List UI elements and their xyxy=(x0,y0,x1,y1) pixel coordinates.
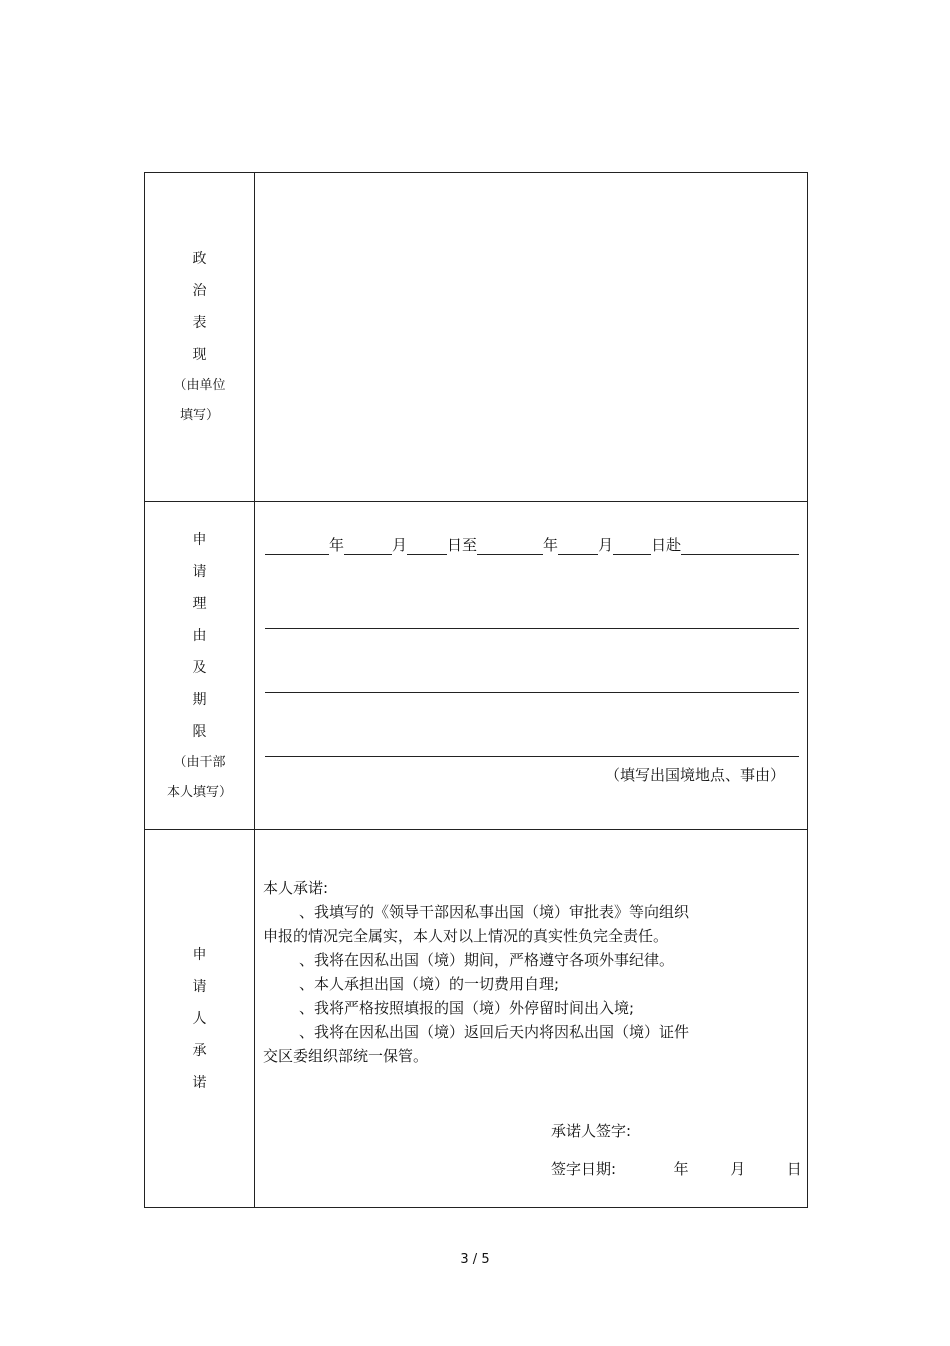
fill-hint: （填写出国境地点、事由） xyxy=(604,766,785,784)
date-unit: 日赴 xyxy=(651,536,682,554)
pledge-line: 交区委组织部统一保管。 xyxy=(263,1047,429,1065)
label-char: 政 xyxy=(192,251,207,267)
date-unit: 月 xyxy=(392,536,408,554)
label-applicant-pledge xyxy=(145,830,255,1207)
label-char: 承 xyxy=(192,1042,207,1059)
row-application-reason xyxy=(145,502,807,830)
reason-line[interactable] xyxy=(265,692,799,693)
label-char: 申 xyxy=(192,946,207,963)
date-unit: 日至 xyxy=(447,536,478,554)
label-char: 表 xyxy=(192,315,207,331)
reason-line[interactable] xyxy=(265,756,799,757)
signature-date xyxy=(551,1158,802,1179)
label-char: 期 xyxy=(192,691,207,708)
approval-form-table xyxy=(144,172,808,1208)
label-char: 现 xyxy=(192,347,207,363)
signature-label: 承诺人签字: xyxy=(551,1122,632,1140)
start-year-blank[interactable] xyxy=(265,536,329,555)
label-char: 由 xyxy=(192,627,207,644)
pledge-line: 、本人承担出国（境）的一切费用自理; xyxy=(299,975,560,993)
start-month-blank[interactable] xyxy=(344,536,392,555)
date-unit: 月 xyxy=(730,1160,746,1178)
date-unit: 年 xyxy=(673,1160,689,1178)
label-note: 本人填写） xyxy=(166,784,232,800)
date-unit: 日 xyxy=(786,1160,802,1178)
label-political-performance xyxy=(145,173,255,501)
pledge-content xyxy=(255,830,807,1207)
label-char: 治 xyxy=(192,283,207,299)
page-number: 3 / 5 xyxy=(460,1252,490,1267)
pledge-title: 本人承诺: xyxy=(263,879,329,897)
row-political-performance xyxy=(145,173,807,502)
date-unit: 年 xyxy=(329,536,345,554)
label-note: （由干部 xyxy=(173,754,226,770)
date-unit: 月 xyxy=(598,536,614,554)
end-year-blank[interactable] xyxy=(477,536,543,555)
label-char: 人 xyxy=(192,1010,207,1027)
start-day-blank[interactable] xyxy=(407,536,447,555)
label-char: 及 xyxy=(192,659,207,676)
application-reason-field xyxy=(255,502,807,829)
reason-line[interactable] xyxy=(265,628,799,629)
pledge-text xyxy=(263,876,771,1068)
label-char: 理 xyxy=(192,595,207,612)
pledge-line: 、我填写的《领导干部因私事出国（境）审批表》等向组织 xyxy=(299,903,690,921)
pledge-line: 、我将在因私出国（境）期间，严格遵守各项外事纪律。 xyxy=(299,951,675,969)
end-day-blank[interactable] xyxy=(613,536,651,555)
destination-blank[interactable] xyxy=(681,536,799,555)
political-performance-field[interactable] xyxy=(255,173,807,501)
pledge-line: 申报的情况完全属实，本人对以上情况的真实性负完全责任。 xyxy=(263,927,669,945)
label-char: 申 xyxy=(192,531,207,548)
row-applicant-pledge xyxy=(145,830,807,1207)
pledge-line: 、我将在因私出国（境）返回后天内将因私出国（境）证件 xyxy=(299,1023,690,1041)
label-char: 限 xyxy=(192,723,207,740)
label-note: 填写） xyxy=(179,408,219,423)
date-unit: 年 xyxy=(543,536,559,554)
label-note: （由单位 xyxy=(173,378,226,393)
label-char: 诺 xyxy=(192,1074,207,1091)
label-char: 请 xyxy=(192,978,207,995)
label-char: 请 xyxy=(192,563,207,580)
signature-date-label: 签字日期: xyxy=(551,1160,617,1178)
label-application-reason xyxy=(145,502,255,829)
date-range-line xyxy=(265,534,799,555)
pledge-line: 、我将严格按照填报的国（境）外停留时间出入境; xyxy=(299,999,635,1017)
end-month-blank[interactable] xyxy=(558,536,598,555)
